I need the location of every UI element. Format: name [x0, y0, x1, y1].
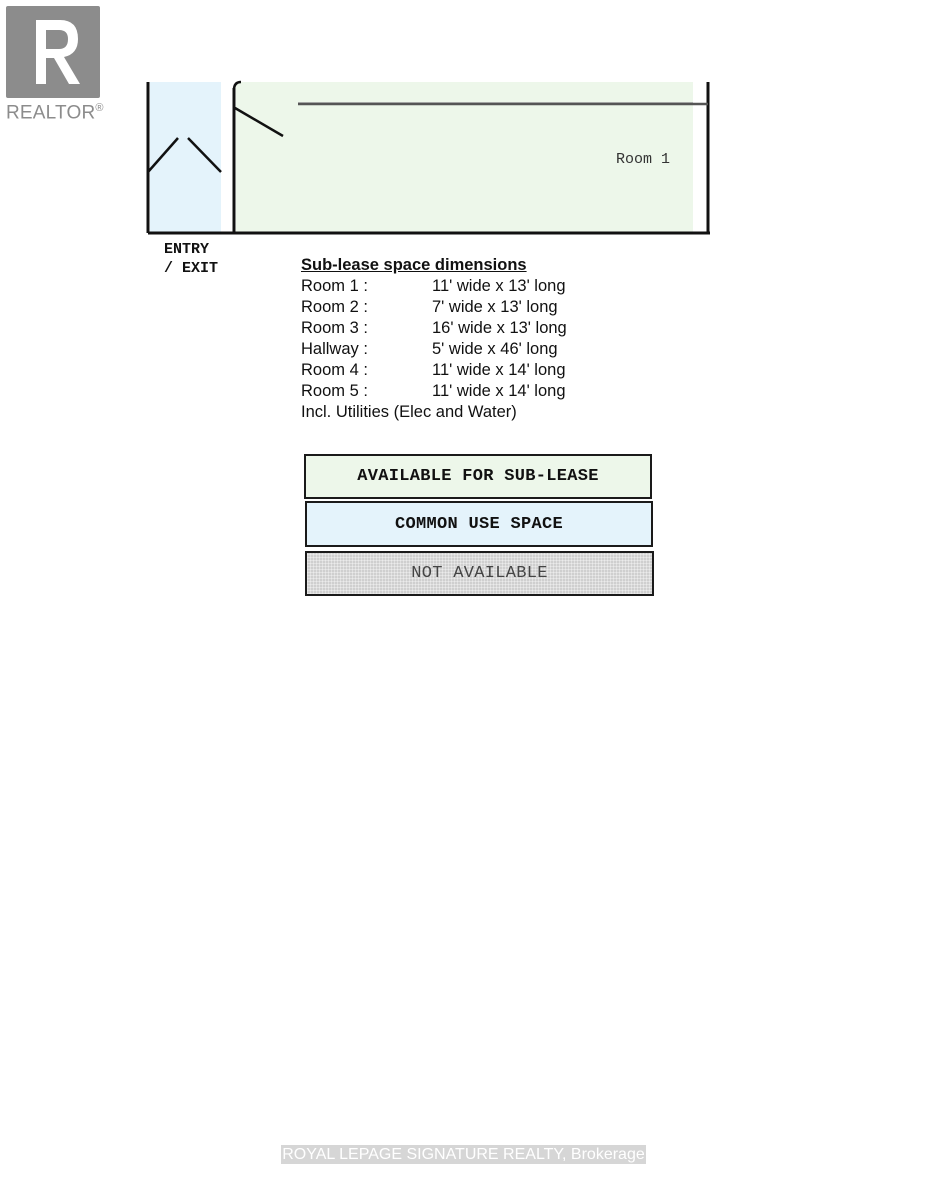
dimension-size: 11' wide x 14' long — [432, 382, 566, 400]
dimension-row — [301, 360, 621, 381]
dimension-size: 5' wide x 46' long — [432, 340, 558, 358]
dimension-name: Room 4 : — [301, 361, 368, 379]
legend-common-use: COMMON USE SPACE — [305, 501, 653, 547]
dimension-size: 11' wide x 13' long — [432, 277, 566, 295]
dimension-row — [301, 318, 621, 339]
room-1-label: Room 1 — [616, 151, 671, 168]
dimensions-title: Sub-lease space dimensions — [301, 256, 527, 274]
realtor-r-mark-icon — [6, 6, 100, 98]
realtor-logo-text: REALTOR® — [6, 102, 104, 124]
dimension-name: Room 2 : — [301, 298, 368, 316]
entry-exit-label — [164, 240, 218, 278]
legend-not-available: NOT AVAILABLE — [305, 551, 654, 596]
entry-label-line2: / EXIT — [164, 260, 219, 277]
dimension-name: Room 3 : — [301, 319, 368, 337]
dimension-row — [301, 297, 621, 318]
realtor-logo — [6, 6, 108, 128]
legend-available: AVAILABLE FOR SUB-LEASE — [304, 454, 652, 499]
dimension-size: 7' wide x 13' long — [432, 298, 558, 316]
dimension-size: 11' wide x 14' long — [432, 361, 566, 379]
dimension-name: Room 1 : — [301, 277, 368, 295]
dimensions-section — [301, 255, 621, 423]
dimension-row — [301, 381, 621, 402]
dimension-row — [301, 339, 621, 360]
utilities-note: Incl. Utilities (Elec and Water) — [301, 403, 517, 421]
dimension-name: Hallway : — [301, 340, 368, 358]
dimension-name: Room 5 : — [301, 382, 368, 400]
brokerage-text: ROYAL LEPAGE SIGNATURE REALTY, Brokerage — [282, 1146, 645, 1163]
dimension-row — [301, 276, 621, 297]
brokerage-footer — [0, 1145, 927, 1164]
dimension-size: 16' wide x 13' long — [432, 319, 567, 337]
entry-label-line1: ENTRY — [164, 241, 210, 258]
